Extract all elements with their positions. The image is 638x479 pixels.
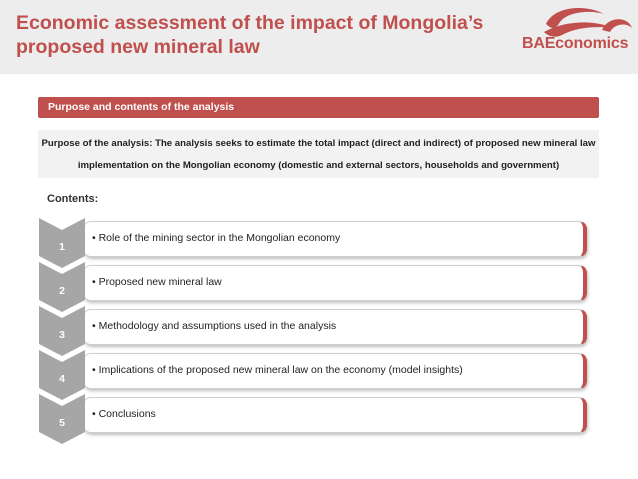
contents-item-1	[83, 221, 587, 257]
logo-wordmark: BAEconomics	[522, 35, 629, 52]
contents-number-2: 2	[59, 285, 65, 297]
contents-item-label: • Implications of the proposed new mineral law on the economy (model insights)	[92, 364, 463, 376]
section-title: Purpose and contents of the analysis	[48, 101, 235, 113]
contents-number-3: 3	[59, 329, 65, 341]
slide-title: Economic assessment of the impact of Mongolia’s proposed new mineral law	[16, 12, 484, 58]
contents-item-label: • Proposed new mineral law	[92, 276, 222, 288]
contents-item-4	[83, 353, 587, 389]
contents-item-label: • Role of the mining sector in the Mongolian economy	[92, 232, 341, 244]
purpose-box: Purpose of the analysis: The analysis seeks to estimate the total impact (direct and indirect) of proposed new mineral law implementation on the Mongolian economy (domestic and external sectors, households and government)	[38, 130, 599, 178]
slide-header	[0, 0, 638, 74]
contents-item-5	[83, 397, 587, 433]
contents-item-label: • Conclusions	[92, 408, 156, 420]
contents-item-3	[83, 309, 587, 345]
contents-label: Contents:	[47, 193, 99, 205]
contents-item-label: • Methodology and assumptions used in the analysis	[92, 320, 337, 332]
contents-number-1: 1	[59, 241, 65, 253]
contents-number-5: 5	[59, 417, 65, 429]
contents-number-4: 4	[59, 373, 65, 385]
contents-item-2	[83, 265, 587, 301]
section-title-bar	[38, 97, 599, 118]
